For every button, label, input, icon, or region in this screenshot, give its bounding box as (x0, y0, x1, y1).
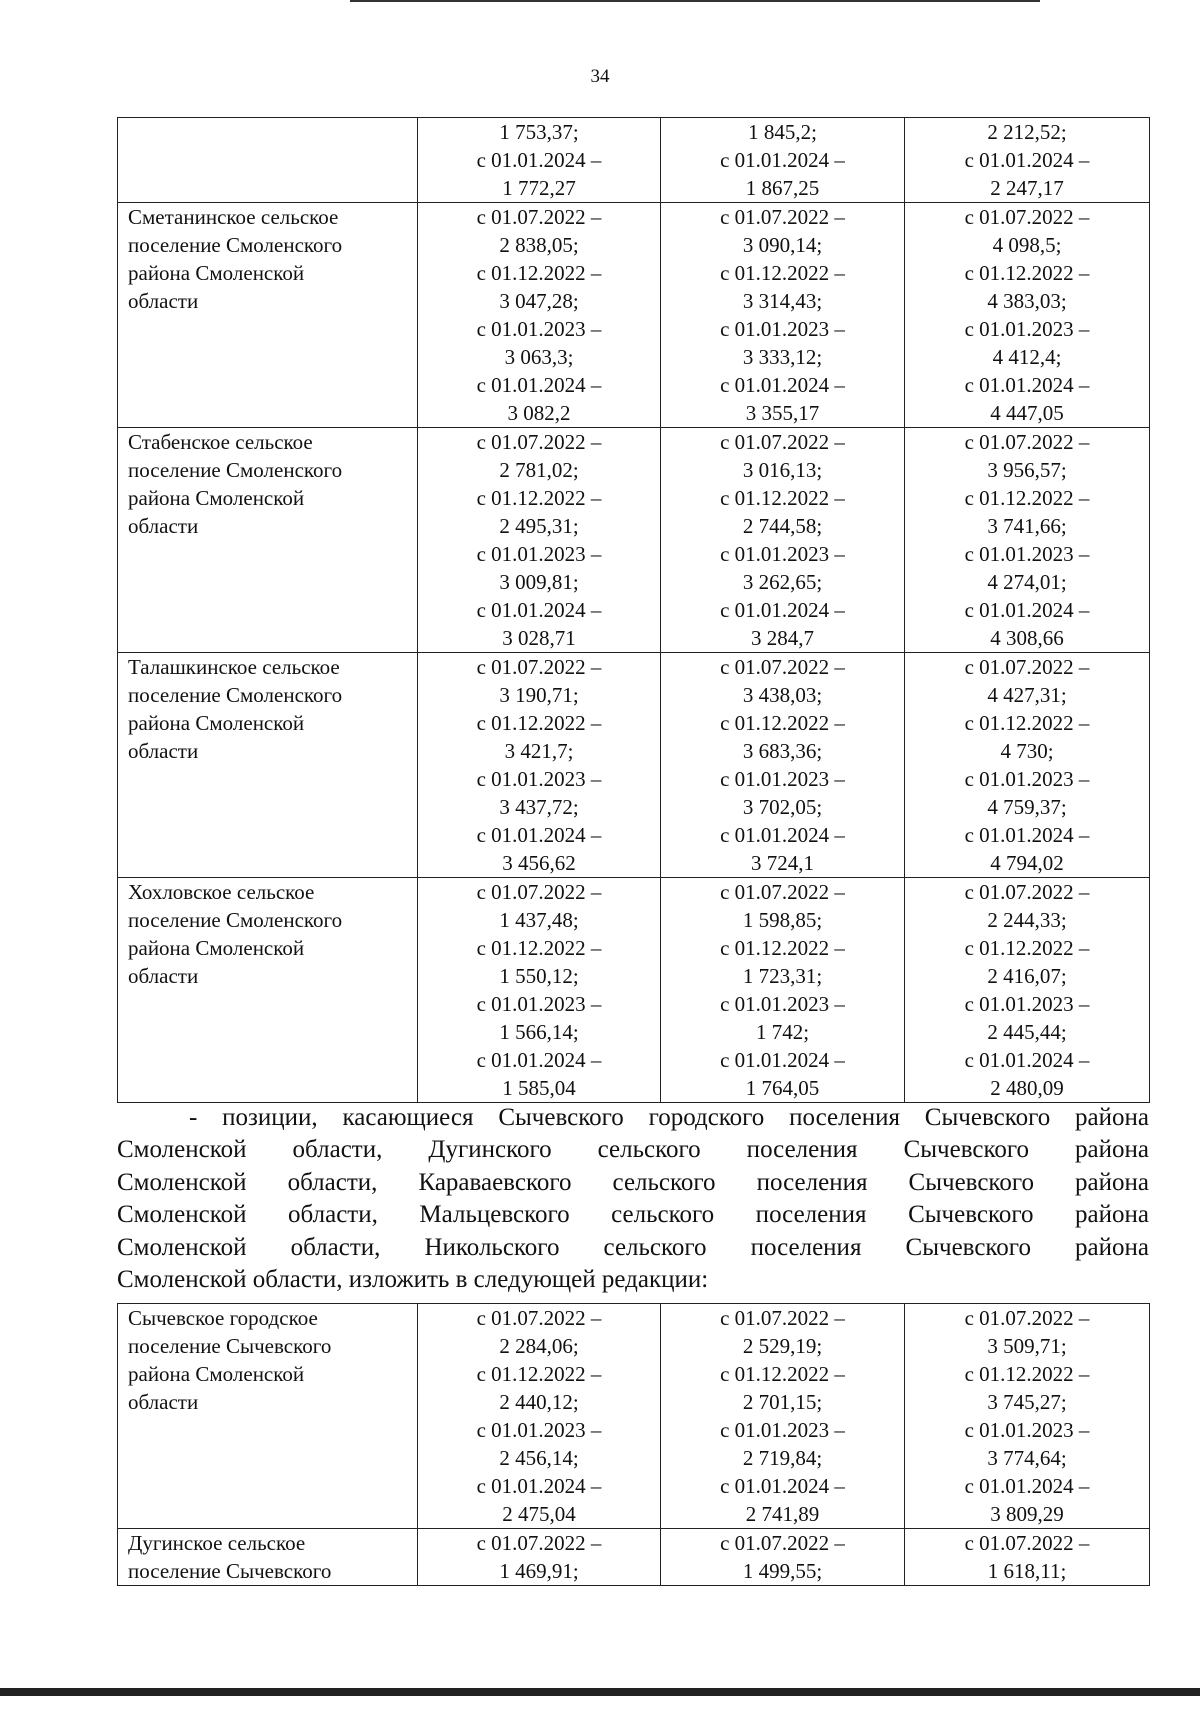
table-row (118, 428, 1150, 653)
tariff-cell (905, 1529, 1150, 1586)
tariff-value-line: с 01.01.2024 – (964, 823, 1090, 847)
tariff-cell (905, 118, 1150, 203)
tariff-cell (661, 653, 905, 878)
tariff-value-line: с 01.01.2024 – (720, 823, 845, 847)
tariff-value-line: с 01.07.2022 – (720, 1531, 845, 1555)
tariff-value-line: с 01.07.2022 – (476, 1531, 602, 1555)
settlement-name-line: района Смоленской (128, 1362, 305, 1386)
tariff-value-line: 1 845,2; (748, 120, 817, 144)
tariff-value-line: с 01.12.2022 – (476, 711, 602, 735)
tariff-value-line: с 01.12.2022 – (964, 261, 1090, 285)
table-row (118, 653, 1150, 878)
tariff-value-line: с 01.07.2022 – (964, 430, 1090, 454)
tariff-value-line: с 01.12.2022 – (964, 1362, 1090, 1386)
settlement-name-line: Стабенское сельское (128, 430, 313, 454)
paragraph-line: Смоленской области, изложить в следующей редакции: (117, 1266, 709, 1294)
tariff-value-line: 4 447,05 (990, 401, 1064, 425)
tariff-value-line: с 01.12.2022 – (720, 711, 845, 735)
tariff-value-line: 1 598,85; (742, 908, 823, 932)
tariff-value-line: с 01.07.2022 – (720, 655, 845, 679)
settlement-name-line: поселение Смоленского (128, 908, 343, 932)
tariff-value-line: с 01.01.2024 – (964, 373, 1090, 397)
settlement-name-line: области (128, 739, 199, 763)
settlement-name-line: поселение Сычевского (128, 1334, 332, 1358)
tariff-value-line: с 01.12.2022 – (476, 486, 602, 510)
tariff-value-line: с 01.12.2022 – (476, 1362, 602, 1386)
paragraph-line: - позиции, касающиеся Сычевского городского поселения Сычевского района (189, 1104, 1149, 1131)
tariff-value-line: 1 585,04 (502, 1076, 576, 1100)
tariff-value-line: с 01.07.2022 – (476, 1306, 602, 1330)
tariff-value-line: с 01.01.2024 – (720, 373, 845, 397)
tariff-value-line: 1 742; (755, 1020, 810, 1044)
tariff-cell (661, 203, 905, 428)
tariff-value-line: 3 774,64; (987, 1446, 1067, 1470)
tariff-value-line: 2 744,58; (742, 514, 823, 538)
settlement-name-line: Талашкинское сельское (128, 655, 340, 679)
tariff-value-line: с 01.01.2024 – (476, 823, 602, 847)
tariff-value-line: 2 284,06; (499, 1334, 579, 1358)
tariff-value-line: 3 284,7 (751, 626, 814, 650)
tariff-value-line: 3 456,62 (502, 851, 576, 875)
tariff-value-line: 2 480,09 (990, 1076, 1064, 1100)
tariff-value-line: с 01.01.2023 – (720, 542, 845, 566)
tariff-value-line: с 01.01.2024 – (476, 598, 602, 622)
tariff-value-line: с 01.01.2024 – (964, 148, 1090, 172)
tariff-value-line: 2 456,14; (499, 1446, 579, 1470)
tariff-cell (661, 1304, 905, 1529)
settlement-name-line: района Смоленской (128, 261, 305, 285)
settlement-name-line: района Смоленской (128, 486, 305, 510)
table-row (118, 1304, 1150, 1529)
settlement-name-line: поселение Смоленского (128, 683, 343, 707)
tariff-value-line: с 01.01.2024 – (964, 598, 1090, 622)
tariff-value-line: с 01.07.2022 – (964, 1531, 1090, 1555)
tariff-value-line: 2 416,07; (987, 964, 1067, 988)
tariff-value-line: с 01.01.2023 – (964, 1418, 1090, 1442)
tariff-value-line: 3 047,28; (499, 289, 579, 313)
tariff-value-line: 2 495,31; (499, 514, 579, 538)
tariff-value-line: с 01.01.2024 – (720, 598, 845, 622)
tariff-value-line: 1 618,11; (987, 1559, 1067, 1583)
tariff-value-line: 3 063,3; (504, 345, 574, 369)
tariff-cell (905, 1304, 1150, 1529)
tariff-value-line: с 01.01.2023 – (964, 542, 1090, 566)
tariff-value-line: с 01.07.2022 – (476, 205, 602, 229)
tariff-value-line: 2 719,84; (742, 1446, 823, 1470)
tariff-value-line: 2 212,52; (987, 120, 1067, 144)
bottom-scan-edge (0, 1688, 1200, 1696)
settlement-name-line: Дугинское сельское (128, 1531, 306, 1555)
tariff-cell (418, 1529, 661, 1586)
tariff-value-line: 3 421,7; (504, 739, 574, 763)
tariff-value-line: 3 090,14; (742, 233, 823, 257)
tariff-cell (418, 1304, 661, 1529)
tariff-value-line: 2 440,12; (499, 1390, 579, 1414)
settlement-name-cell (118, 878, 418, 1103)
tariff-value-line: 3 262,65; (742, 570, 823, 594)
tariff-value-line: 3 509,71; (987, 1334, 1067, 1358)
settlement-name-line: поселение Смоленского (128, 233, 343, 257)
tariff-cell (661, 1529, 905, 1586)
tariff-value-line: с 01.07.2022 – (964, 205, 1090, 229)
tariff-value-line: 2 244,33; (987, 908, 1067, 932)
tariff-value-line: 1 753,37; (499, 120, 579, 144)
settlement-name-line: области (128, 514, 199, 538)
tariff-value-line: 4 308,66 (990, 626, 1064, 650)
tariff-value-line: 3 082,2 (507, 401, 571, 425)
tariff-value-line: с 01.12.2022 – (964, 711, 1090, 735)
tariff-value-line: 1 566,14; (499, 1020, 579, 1044)
tariff-value-line: 1 437,48; (499, 908, 579, 932)
tariff-cell (661, 118, 905, 203)
tariff-value-line: 3 438,03; (742, 683, 823, 707)
tariff-cell (661, 428, 905, 653)
tariff-value-line: 3 437,72; (499, 795, 579, 819)
tariff-value-line: 4 794,02 (990, 851, 1064, 875)
tariff-value-line: с 01.01.2024 – (476, 1474, 602, 1498)
tariff-cell (905, 428, 1150, 653)
tariff-value-line: с 01.12.2022 – (476, 936, 602, 960)
page-number: 34 (590, 66, 610, 87)
tariff-value-line: 3 745,27; (987, 1390, 1067, 1414)
tariff-value-line: с 01.07.2022 – (476, 655, 602, 679)
tariff-value-line: 1 550,12; (499, 964, 579, 988)
tariff-cell (905, 203, 1150, 428)
table-row (118, 118, 1150, 203)
tariff-cell (418, 203, 661, 428)
tariff-value-line: с 01.01.2023 – (720, 992, 845, 1016)
settlement-name-cell (118, 118, 418, 203)
tariff-value-line: 2 445,44; (987, 1020, 1067, 1044)
tariff-value-line: 3 314,43; (742, 289, 823, 313)
tariff-value-line: 3 355,17 (745, 401, 820, 425)
tariff-value-line: с 01.07.2022 – (476, 430, 602, 454)
tariff-value-line: 4 427,31; (987, 683, 1067, 707)
tariff-value-line: с 01.07.2022 – (964, 655, 1090, 679)
tariff-value-line: 2 741,89 (745, 1502, 820, 1526)
tariff-value-line: с 01.07.2022 – (720, 430, 845, 454)
top-scan-rule (350, 0, 1040, 2)
tariff-cell (418, 428, 661, 653)
tariff-value-line: с 01.12.2022 – (720, 1362, 845, 1386)
tariff-value-line: 1 764,05 (745, 1076, 820, 1100)
tariff-value-line: 2 838,05; (499, 233, 579, 257)
tariff-value-line: с 01.12.2022 – (720, 486, 845, 510)
tariff-value-line: с 01.07.2022 – (720, 1306, 845, 1330)
tariff-value-line: с 01.01.2024 – (720, 148, 845, 172)
tariff-value-line: с 01.01.2023 – (720, 767, 845, 791)
tariff-value-line: с 01.07.2022 – (964, 880, 1090, 904)
tariff-value-line: с 01.01.2023 – (964, 767, 1090, 791)
tariff-value-line: с 01.07.2022 – (720, 880, 845, 904)
table-row (118, 1529, 1150, 1586)
settlement-name-line: поселение Смоленского (128, 458, 343, 482)
tariff-value-line: с 01.07.2022 – (720, 205, 845, 229)
paragraph-line: Смоленской области, Мальцевского сельского поселения Сычевского района (117, 1201, 1149, 1229)
tariff-cell (418, 118, 661, 203)
tariff-value-line: с 01.01.2024 – (964, 1048, 1090, 1072)
tariff-value-line: 4 730; (1000, 739, 1054, 763)
tariff-value-line: 3 028,71 (502, 626, 576, 650)
tariff-cell (905, 653, 1150, 878)
tariff-value-line: с 01.01.2023 – (476, 317, 602, 341)
tariff-cell (418, 878, 661, 1103)
tariff-value-line: 3 333,12; (742, 345, 823, 369)
tariff-value-line: с 01.01.2024 – (476, 148, 602, 172)
tariff-value-line: с 01.01.2023 – (476, 992, 602, 1016)
tariff-value-line: с 01.01.2023 – (720, 317, 845, 341)
tariff-value-line: 2 529,19; (742, 1334, 823, 1358)
settlement-name-line: области (128, 964, 199, 988)
tariff-cell (418, 653, 661, 878)
settlement-name-line: области (128, 289, 199, 313)
paragraph-line: Смоленской области, Караваевского сельского поселения Сычевского района (117, 1168, 1149, 1196)
tariff-value-line: с 01.01.2023 – (476, 542, 602, 566)
table-row (118, 203, 1150, 428)
tariff-value-line: с 01.01.2023 – (476, 1418, 602, 1442)
settlement-name-cell (118, 653, 418, 878)
settlement-name-line: Хохловское сельское (128, 880, 315, 904)
tariff-value-line: с 01.01.2023 – (964, 317, 1090, 341)
settlement-name-line: Сметанинское сельское (128, 205, 339, 229)
settlement-name-cell (118, 1304, 418, 1529)
tariff-value-line: 3 809,29 (990, 1502, 1064, 1526)
tariff-value-line: с 01.01.2024 – (476, 1048, 602, 1072)
tariff-value-line: 3 009,81; (499, 570, 579, 594)
tariff-value-line: 4 383,03; (987, 289, 1067, 313)
settlement-name-line: области (128, 1390, 199, 1414)
tariff-table-sychevka (117, 1303, 1150, 1586)
settlement-name-line: поселение Сычевского (128, 1559, 332, 1583)
paragraph-line: Смоленской области, Дугинского сельского поселения Сычевского района (117, 1136, 1149, 1164)
tariff-table-smolensk (117, 117, 1150, 1103)
tariff-value-line: 4 412,4; (992, 345, 1062, 369)
settlement-name-line: района Смоленской (128, 711, 305, 735)
tariff-value-line: 1 772,27 (502, 176, 576, 200)
settlement-name-cell (118, 428, 418, 653)
tariff-value-line: 4 274,01; (987, 570, 1067, 594)
tariff-value-line: 3 956,57; (987, 458, 1067, 482)
tariff-value-line: 4 098,5; (992, 233, 1062, 257)
table-row (118, 878, 1150, 1103)
tariff-cell (905, 878, 1150, 1103)
tariff-value-line: 3 683,36; (742, 739, 823, 763)
tariff-value-line: с 01.01.2023 – (964, 992, 1090, 1016)
paragraph-line: Смоленской области, Никольского сельского поселения Сычевского района (117, 1233, 1149, 1261)
tariff-value-line: 2 701,15; (742, 1390, 823, 1414)
tariff-value-line: 2 475,04 (502, 1502, 576, 1526)
tariff-value-line: с 01.12.2022 – (476, 261, 602, 285)
tariff-value-line: 3 702,05; (742, 795, 823, 819)
tariff-value-line: 1 867,25 (745, 176, 820, 200)
settlement-name-cell (118, 1529, 418, 1586)
tariff-value-line: 3 741,66; (987, 514, 1067, 538)
settlement-name-cell (118, 203, 418, 428)
tariff-value-line: 1 723,31; (742, 964, 823, 988)
tariff-value-line: с 01.07.2022 – (964, 1306, 1090, 1330)
tariff-value-line: с 01.01.2024 – (720, 1474, 845, 1498)
tariff-value-line: с 01.01.2024 – (720, 1048, 845, 1072)
tariff-cell (661, 878, 905, 1103)
tariff-value-line: 1 469,91; (499, 1559, 579, 1583)
tariff-value-line: 3 190,71; (499, 683, 579, 707)
tariff-value-line: с 01.01.2023 – (476, 767, 602, 791)
tariff-value-line: 3 724,1 (751, 851, 814, 875)
tariff-value-line: с 01.12.2022 – (720, 936, 845, 960)
tariff-value-line: с 01.12.2022 – (964, 936, 1090, 960)
tariff-value-line: 2 781,02; (499, 458, 579, 482)
settlement-name-line: района Смоленской (128, 936, 305, 960)
tariff-value-line: с 01.01.2024 – (476, 373, 602, 397)
tariff-value-line: с 01.01.2023 – (720, 1418, 845, 1442)
settlement-name-line: Сычевское городское (128, 1306, 318, 1330)
tariff-value-line: с 01.01.2024 – (964, 1474, 1090, 1498)
tariff-value-line: с 01.12.2022 – (720, 261, 845, 285)
tariff-value-line: 2 247,17 (990, 176, 1064, 200)
amendment-paragraph (117, 1102, 1149, 1296)
tariff-value-line: с 01.07.2022 – (476, 880, 602, 904)
tariff-value-line: 1 499,55; (742, 1559, 823, 1583)
tariff-value-line: 4 759,37; (987, 795, 1067, 819)
tariff-value-line: 3 016,13; (742, 458, 823, 482)
tariff-value-line: с 01.12.2022 – (964, 486, 1090, 510)
